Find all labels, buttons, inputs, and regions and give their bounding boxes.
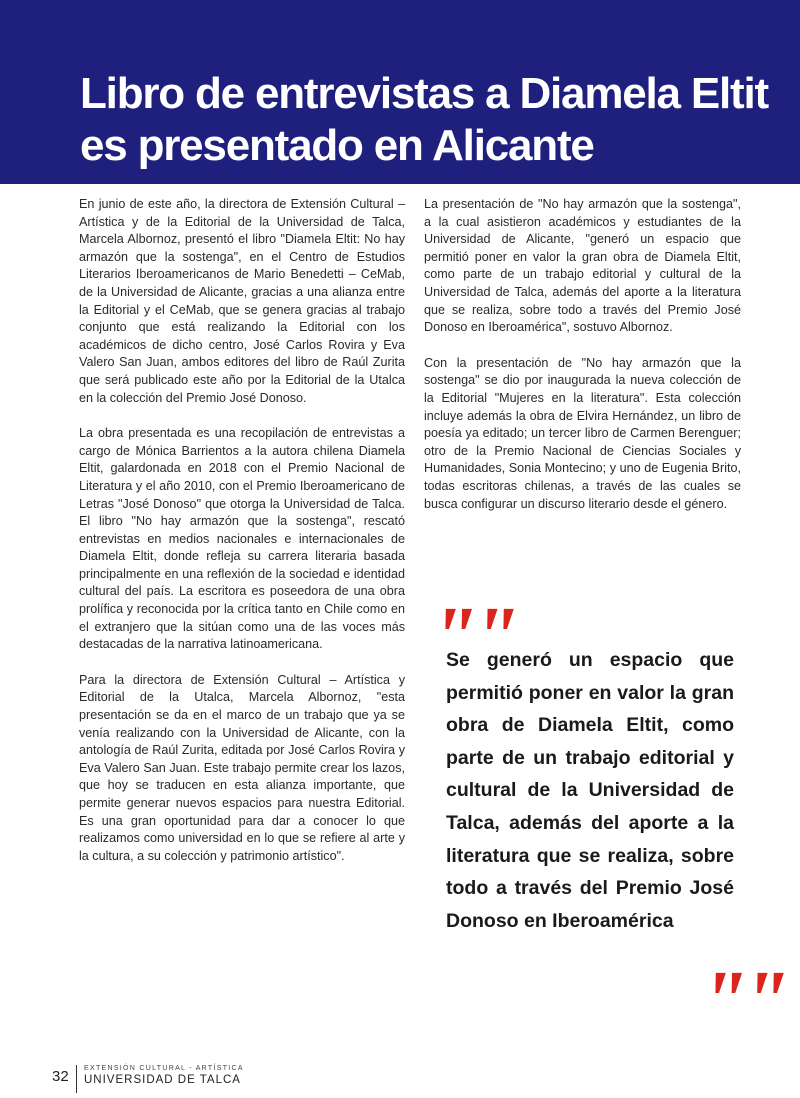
body-paragraph: Para la directora de Extensión Cultural – Artística y Editorial de la Utalca, Marcela Albornoz, "esta presentación se da en el marco de un trabajo que ya se venía realizando con la Universidad de Alicante, con la antología de Raúl Zurita, editada por José Carlos Rovira y Eva Valero San Juan. Este trabajo permite crear los lazos, que hoy se traducen en esta alianza importante, que permite generar nuevos espacios para nuestra Editorial. Es una gran oportunidad para dar a conocer lo que realizamos como universidad en lo que se refiere al arte y la cultura, a su colección y patrimonio artístico".	[79, 672, 405, 863]
body-paragraph: La presentación de "No hay armazón que la sostenga", a la cual asistieron académicos y estudiantes de la Universidad de Alicante, "generó un espacio que permitió poner en valor la gran obra de Diamela Eltit, como parte de un trabajo editorial y cultural de la Universidad de Talca, además del aporte a la literatura que se realiza, sobre todo a través del Premio José Donoso en Iberoamérica", sostuvo Albornoz.	[424, 197, 741, 335]
body-paragraph: Con la presentación de "No hay armazón que la sostenga" se dio por inaugurada la nueva colección de la Editorial "Mujeres en la literatura". Esta colección incluye además la obra de Elvira Hernández, un libro de poesía ya editado; un tercer libro de Carmen Berenguer; otro de la Premio Nacional de Ciencias Sociales y Humanidades, Sonia Montecino; y uno de Eugenia Brito, todas escritoras chilenas, a través de las cuales se busca configurar un discurso literario desde el género.	[424, 355, 741, 511]
pull-quote	[424, 588, 784, 1048]
footer-department: EXTENSIÓN CULTURAL - ARTÍSTICA	[84, 1065, 244, 1072]
footer-divider	[76, 1065, 77, 1093]
pull-quote-text: Se generó un espacio que permitió poner en valor la gran obra de Diamela Eltit, como parte de un trabajo editorial y cultural de la Universidad de Talca, además del aporte a la literatura que se realiza, sobre todo a través del Premio José Donoso en Iberoamérica	[446, 649, 734, 932]
footer-university: UNIVERSIDAD DE TALCA	[84, 1074, 241, 1086]
close-quote-mark: ""	[700, 952, 784, 1048]
left-column	[79, 196, 405, 883]
page-number: 32	[52, 1068, 69, 1085]
open-quote-mark: ""	[430, 588, 514, 684]
body-paragraph: La obra presentada es una recopilación de entrevistas a cargo de Mónica Barrientos a la autora chilena Diamela Eltit, galardonada en 2018 con el Premio Nacional de Literatura y el año 2010, con el Premio Iberoamericano de Letras "José Donoso" que otorga la Universidad de Talca. El libro "No hay armazón que la sostenga", rescató entrevistas en medios nacionales e internacionales de Diamela Eltit, donde refleja su carrera literaria basada principalmente en una reflexión de la sociedad e identidad cultural del país. La escritora es poseedora de una obra prolífica y reconocida por la crítica tanto en Chile como en el extranjero que la sitúan como una de las voces más destacadas de la narrativa latinoamericana.	[79, 426, 405, 652]
body-paragraph: En junio de este año, la directora de Extensión Cultural – Artística y de la Editorial de la Universidad de Talca, Marcela Albornoz, presentó el libro "Diamela Eltit: No hay armazón que la sostenga", en el Centro de Estudios Literarios Iberoamericanos de Mario Benedetti – CeMab, de la Universidad de Alicante, gracias a una alianza entre la Editorial y el CeMab, que se genera gracias al trabajo conjunto que está realizando la Editorial con los académicos de dicho centro, José Carlos Rovira y Eva Valero San Juan, ambos editores del libro de Raúl Zurita que será publicado este año por la Editorial de la Utalca en la colección del Premio José Donoso.	[79, 197, 405, 405]
article-title: Libro de entrevistas a Diamela Eltit es presentado en Alicante	[80, 69, 768, 170]
right-column	[424, 196, 741, 531]
title-banner	[0, 0, 800, 184]
page-footer	[52, 1065, 352, 1093]
